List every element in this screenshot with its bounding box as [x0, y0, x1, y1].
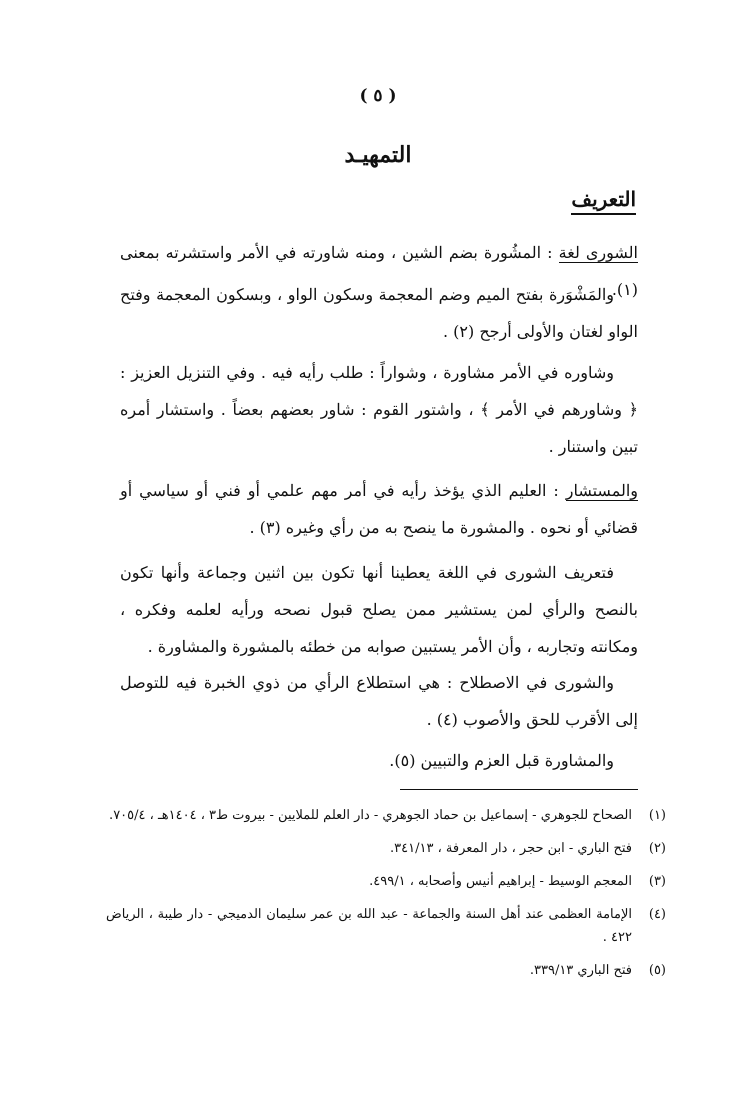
- paragraph-mustashar: [120, 472, 638, 546]
- paragraph-text: : المشُورة بضم الشين ، ومنه شاورته في الأمر واستشرته بمعنى (١).: [120, 243, 638, 299]
- paragraph-text: : العليم الذي يؤخذ رأيه في أمر مهم علمي أو فني أو سياسي أو قضائي أو نحوه . والمشورة ما ينصح به من رأي وغيره (٣) .: [120, 481, 638, 537]
- term-mustashar: والمستشار: [565, 481, 638, 500]
- footnote-number: (١): [648, 808, 666, 823]
- footnote-divider: [400, 789, 638, 790]
- term-shura-lugha: الشورى لغة: [558, 243, 638, 262]
- footnote-number: (٣): [648, 874, 666, 889]
- paragraph-tarif-lugha: فتعريف الشورى في اللغة يعطينا أنها تكون بين اثنين وجماعة وأنها تكون بالنصح والرأي لمن يستشير ممن يصلح قبول نصحه ورأيه لعلمه وفكره ، ومكانته وتجاربه ، وأن الأمر يستبين صوابه من خطئه بالمشورة والمشاورة .: [120, 563, 638, 656]
- footnote-text: المعجم الوسيط - إبراهيم أنيس وأصحابه ، ٤٩٩/١.: [369, 874, 632, 889]
- footnote-text: فتح الباري - ابن حجر ، دار المعرفة ، ٣٤١/١٣.: [390, 841, 632, 856]
- paragraph-shawarahu: وشاوره في الأمر مشاورة ، وشواراً : طلب رأيه فيه . وفي التنزيل العزيز : ﴿ وشاورهم في الأمر ﴾ ، واشتور القوم : شاور بعضهم بعضاً . واستشار أمره تبين واستنار .: [120, 363, 638, 456]
- footnote-item: [106, 903, 666, 949]
- footnote-item: [106, 870, 666, 893]
- footnote-item: [106, 804, 666, 827]
- footnote-number: (٥): [648, 963, 666, 978]
- page-number: ( ٥ ): [359, 86, 397, 106]
- footnotes: [106, 804, 666, 992]
- footnote-number: (٤): [648, 907, 666, 922]
- footnote-text: الصحاح للجوهري - إسماعيل بن حماد الجوهري - دار العلم للملايين - بيروت ط٣ ، ١٤٠٤هـ ، ٧٠٥/٤.: [109, 808, 632, 823]
- footnote-item: [106, 959, 666, 982]
- paragraph-istilah: والشورى في الاصطلاح : هي استطلاع الرأي من ذوي الخبرة فيه للتوصل إلى الأقرب للحق والأصوب (٤) .: [120, 673, 638, 729]
- footnote-item: [106, 837, 666, 860]
- footnote-text: فتح الباري ٣٣٩/١٣.: [529, 963, 632, 978]
- paragraph-mashwara: والمَشْوَرة بفتح الميم وضم المعجمة وسكون الواو ، وبسكون المعجمة وفتح الواو لغتان والأولى أرجح (٢) .: [120, 285, 638, 341]
- section-title: التعريف: [571, 187, 636, 215]
- chapter-title: التمهيـد: [344, 142, 412, 168]
- footnote-number: (٢): [648, 841, 666, 856]
- footnote-text: الإمامة العظمى عند أهل السنة والجماعة - عبد الله بن عمر سليمان الدميجي - دار طيبة ، الرياض ٤٢٢ .: [106, 907, 632, 945]
- paragraph-mushawara: والمشاورة قبل العزم والتبيين (٥).: [389, 751, 614, 770]
